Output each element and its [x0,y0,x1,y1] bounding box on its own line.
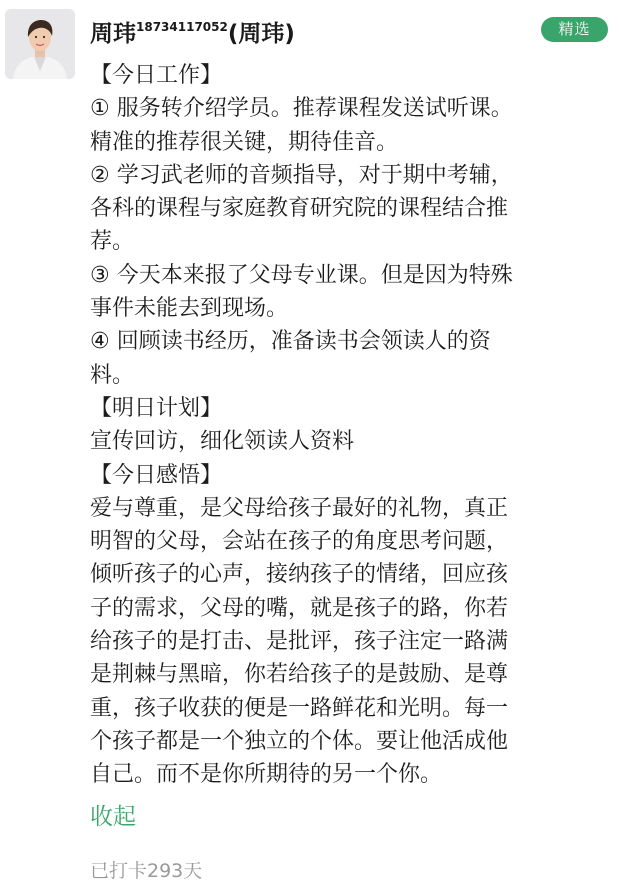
content-line: 【今日工作】 [90,63,223,88]
author-alias: (周玮) [227,21,295,47]
content-line: 荐。 [90,229,135,255]
content-line: 【明日计划】 [90,395,223,421]
content-line: 明智的父母，会站在孩子的角度思考问题， [90,529,509,555]
content-line: 子的需求，父母的嘴，就是孩子的路，你若 [90,595,509,621]
checkin-count: 已打卡293天 [90,860,203,882]
collapse-button[interactable]: 收起 [90,804,136,830]
post-content [90,59,610,792]
avatar-image [5,9,75,79]
content-line: ④ 回顾读书经历，准备读书会领读人的资 [90,329,491,355]
content-line: 爱与尊重，是父母给孩子最好的礼物，真正 [90,495,509,521]
avatar[interactable] [5,9,75,79]
content-line: 各科的课程与家庭教育研究院的课程结合推 [90,196,509,222]
content-line: 是荆棘与黑暗，你若给孩子的是鼓励、是尊 [90,662,509,688]
content-line: ② 学习武老师的音频指导，对于期中考辅， [90,162,513,188]
post-header [90,10,619,47]
author-name-text: 周玮 [90,21,136,47]
content-line: 倾听孩子的心声，接纳孩子的情绪，回应孩 [90,562,509,588]
content-line: 给孩子的是打击、是批评，孩子注定一路满 [90,629,509,655]
author-name[interactable] [90,12,295,49]
content-line: 事件未能去到现场。 [90,296,289,322]
content-line: 重，孩子收获的便是一路鲜花和光明。每一 [90,695,509,721]
content-line: 【今日感悟】 [90,462,223,488]
content-line: 个孩子都是一个独立的个体。要让他活成他 [90,728,509,754]
author-phone: 18734117052 [136,20,228,34]
content-line: 宣传回访，细化领读人资料 [90,429,355,455]
content-line: 自己。而不是你所期待的另一个你。 [90,762,443,788]
featured-badge: 精选 [541,17,608,42]
content-line: ① 服务转介绍学员。推荐课程发送试听课。 [90,96,513,122]
content-line: 精准的推荐很关键，期待佳音。 [90,129,399,155]
content-line: 料。 [90,362,135,388]
content-line: ③ 今天本来报了父母专业课。但是因为特殊 [90,262,513,288]
